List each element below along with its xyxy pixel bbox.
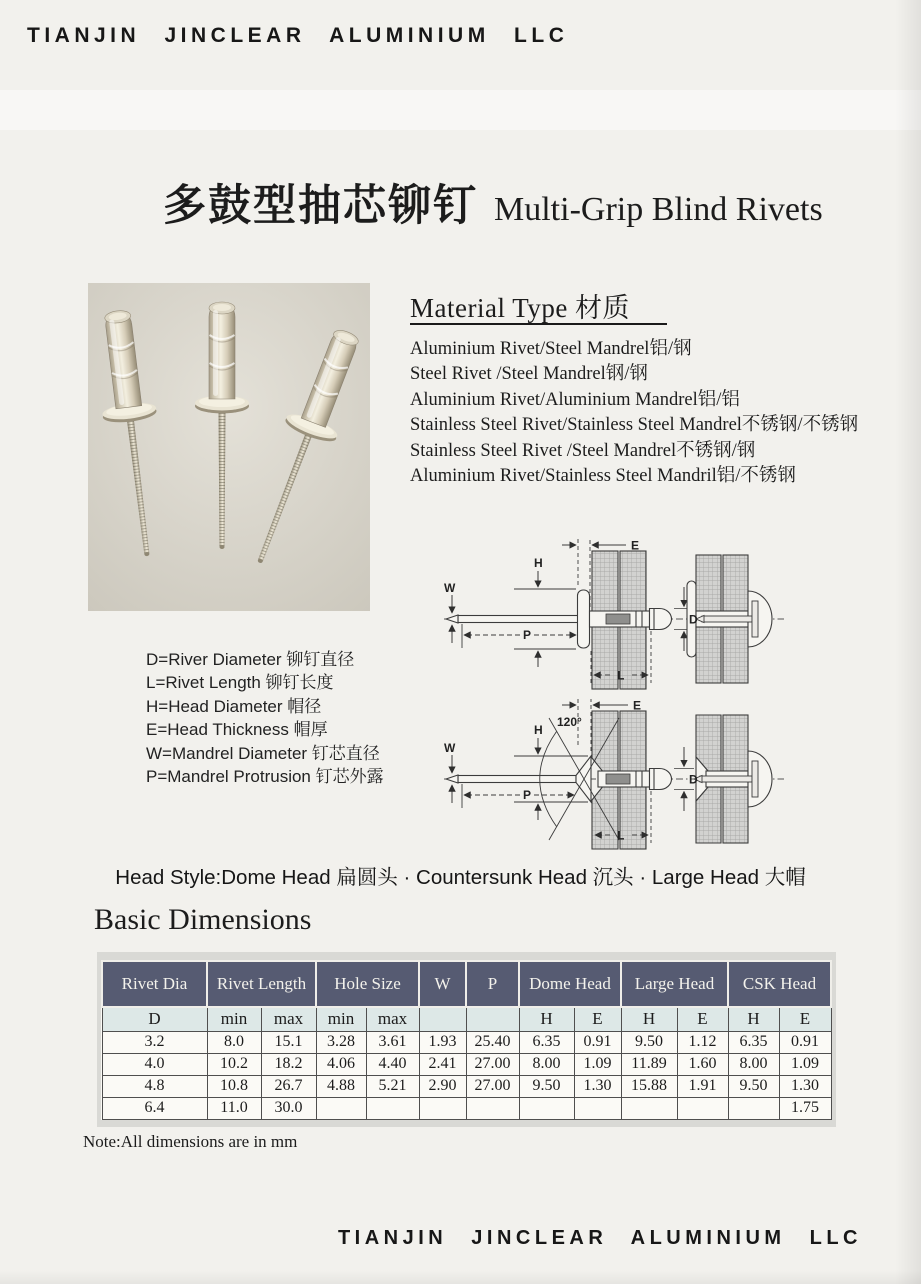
table-cell: 4.88 <box>316 1075 366 1097</box>
table-cell: 3.28 <box>316 1031 366 1053</box>
table-cell: 1.75 <box>779 1097 831 1119</box>
table-cell: 1.91 <box>677 1075 728 1097</box>
dimensions-note: Note:All dimensions are in mm <box>83 1132 298 1151</box>
dimensions-table <box>101 960 832 1120</box>
table-cell: 0.91 <box>574 1031 621 1053</box>
table-cell: 5.21 <box>366 1075 419 1097</box>
table-cell: 6.4 <box>102 1097 207 1119</box>
table-group-header: Hole Size <box>316 961 419 1007</box>
table-cell: 2.90 <box>419 1075 466 1097</box>
table-cell: 27.00 <box>466 1075 519 1097</box>
material-heading-underline <box>410 323 667 325</box>
legend-item: D=River Diameter 铆钉直径 <box>146 650 355 669</box>
table-cell: 10.2 <box>207 1053 261 1075</box>
table-subheader-cell: max <box>261 1007 316 1031</box>
table-cell: 26.7 <box>261 1075 316 1097</box>
table-cell <box>519 1097 574 1119</box>
dim-label-e: E <box>631 538 640 553</box>
table-subheader-cell <box>419 1007 466 1031</box>
table-subheader-cell: H <box>621 1007 677 1031</box>
table-cell: 1.09 <box>779 1053 831 1075</box>
table-cell: 4.40 <box>366 1053 419 1075</box>
table-subheader-cell: max <box>366 1007 419 1031</box>
legend-item: E=Head Thickness 帽厚 <box>146 720 328 740</box>
table-cell: 11.89 <box>621 1053 677 1075</box>
table-cell: 1.30 <box>779 1075 831 1097</box>
table-cell: 10.8 <box>207 1075 261 1097</box>
dimensions-table-frame <box>97 952 836 1127</box>
table-cell: 0.91 <box>779 1031 831 1053</box>
table-row <box>102 1075 831 1097</box>
table-cell: 4.0 <box>102 1053 207 1075</box>
table-body <box>102 1031 831 1119</box>
dim-label-p: P <box>523 628 532 642</box>
material-type-heading: Material Type 材质 <box>410 293 631 323</box>
table-group-header: Dome Head <box>519 961 621 1007</box>
dim-label-h: H <box>534 723 543 737</box>
table-subheader-cell: E <box>779 1007 831 1031</box>
table-cell: 15.88 <box>621 1075 677 1097</box>
table-cell: 9.50 <box>621 1031 677 1053</box>
page-title-english: Multi-Grip Blind Rivets <box>494 191 823 228</box>
table-cell: 18.2 <box>261 1053 316 1075</box>
dim-label-w: W <box>444 741 456 755</box>
table-cell: 6.35 <box>519 1031 574 1053</box>
dim-label-d: D <box>689 772 698 787</box>
table-cell: 4.06 <box>316 1053 366 1075</box>
table-cell: 3.2 <box>102 1031 207 1053</box>
table-cell <box>316 1097 366 1119</box>
table-group-header: Rivet Length <box>207 961 316 1007</box>
table-cell <box>677 1097 728 1119</box>
table-subheader-cell <box>466 1007 519 1031</box>
scan-shadow-bottom <box>0 1270 921 1284</box>
page-title <box>163 172 823 233</box>
scan-light-band <box>0 90 921 130</box>
table-row <box>102 1097 831 1119</box>
material-item: Aluminium Rivet/Stainless Steel Mandril铝/不锈钢 <box>410 466 796 487</box>
table-group-header: W <box>419 961 466 1007</box>
table-cell: 8.00 <box>519 1053 574 1075</box>
header-company-name: TIANJIN JINCLEAR ALUMINIUM LLC <box>27 24 569 47</box>
table-subheader-cell: min <box>207 1007 261 1031</box>
table-cell: 1.60 <box>677 1053 728 1075</box>
footer-company-name: TIANJIN JINCLEAR ALUMINIUM LLC <box>337 1227 862 1249</box>
dim-label-d: D <box>689 612 698 627</box>
dim-label-w: W <box>444 581 456 595</box>
table-cell: 1.93 <box>419 1031 466 1053</box>
table-group-header: CSK Head <box>728 961 831 1007</box>
table-cell: 30.0 <box>261 1097 316 1119</box>
material-item: Aluminium Rivet/Steel Mandrel铝/钢 <box>410 339 692 359</box>
material-item: Stainless Steel Rivet/Stainless Steel Mandrel不锈钢/不锈钢 <box>410 415 859 436</box>
table-cell <box>574 1097 621 1119</box>
table-group-header: P <box>466 961 519 1007</box>
rivet-photo-illustration <box>88 283 370 611</box>
table-cell: 8.0 <box>207 1031 261 1053</box>
legend-item: H=Head Diameter 帽径 <box>146 696 322 716</box>
table-cell <box>466 1097 519 1119</box>
page-title-chinese: 多鼓型抽芯铆钉 <box>163 182 478 230</box>
table-cell <box>621 1097 677 1119</box>
table-subheader-cell: H <box>728 1007 779 1031</box>
table-cell: 9.50 <box>519 1075 574 1097</box>
table-cell <box>366 1097 419 1119</box>
table-cell: 1.30 <box>574 1075 621 1097</box>
dim-label-e: E <box>633 698 642 713</box>
legend-item: P=Mandrel Protrusion 钉芯外露 <box>146 767 384 787</box>
table-cell: 1.09 <box>574 1053 621 1075</box>
dim-label-l: L <box>617 828 625 843</box>
scan-shadow-right <box>895 0 921 1284</box>
table-cell: 1.12 <box>677 1031 728 1053</box>
material-item: Aluminium Rivet/Aluminium Mandrel铝/铝 <box>410 389 740 410</box>
material-list <box>410 337 858 489</box>
table-cell <box>728 1097 779 1119</box>
dim-label-angle: 120° <box>557 715 582 729</box>
table-subheader-row <box>102 1007 831 1031</box>
table-group-header: Large Head <box>621 961 728 1007</box>
table-cell: 4.8 <box>102 1075 207 1097</box>
table-subheader-cell: min <box>316 1007 366 1031</box>
table-cell: 3.61 <box>366 1031 419 1053</box>
table-row <box>102 1053 831 1075</box>
table-subheader-cell: E <box>574 1007 621 1031</box>
table-group-header-row <box>102 961 831 1007</box>
dim-label-l: L <box>617 668 625 683</box>
material-item: Stainless Steel Rivet /Steel Mandrel不锈钢/钢 <box>410 440 756 461</box>
table-cell: 6.35 <box>728 1031 779 1053</box>
head-style-line: Head Style:Dome Head 扁圆头 · Countersunk Head 沉头 · Large Head 大帽 <box>115 866 806 889</box>
table-subheader-cell: H <box>519 1007 574 1031</box>
table-group-header: Rivet Dia <box>102 961 207 1007</box>
table-cell: 9.50 <box>728 1075 779 1097</box>
table-row <box>102 1031 831 1053</box>
dimension-legend <box>146 648 384 788</box>
table-cell: 8.00 <box>728 1053 779 1075</box>
table-cell: 2.41 <box>419 1053 466 1075</box>
dim-label-p: P <box>523 788 532 802</box>
countersunk-head-rivet-diagram <box>438 691 790 851</box>
table-subheader-cell: E <box>677 1007 728 1031</box>
material-item: Steel Rivet /Steel Mandrel钢/钢 <box>410 364 648 385</box>
dim-label-h: H <box>534 556 543 570</box>
table-subheader-cell: D <box>102 1007 207 1031</box>
table-cell: 15.1 <box>261 1031 316 1053</box>
table-cell: 25.40 <box>466 1031 519 1053</box>
legend-item: L=Rivet Length 铆钉长度 <box>146 673 334 693</box>
rivet-product-photo <box>88 283 370 611</box>
table-cell <box>419 1097 466 1119</box>
dome-head-rivet-diagram <box>438 531 790 691</box>
legend-item: W=Mandrel Diameter 钉芯直径 <box>146 743 380 763</box>
table-cell: 27.00 <box>466 1053 519 1075</box>
basic-dimensions-heading: Basic Dimensions <box>94 903 312 936</box>
table-cell: 11.0 <box>207 1097 261 1119</box>
